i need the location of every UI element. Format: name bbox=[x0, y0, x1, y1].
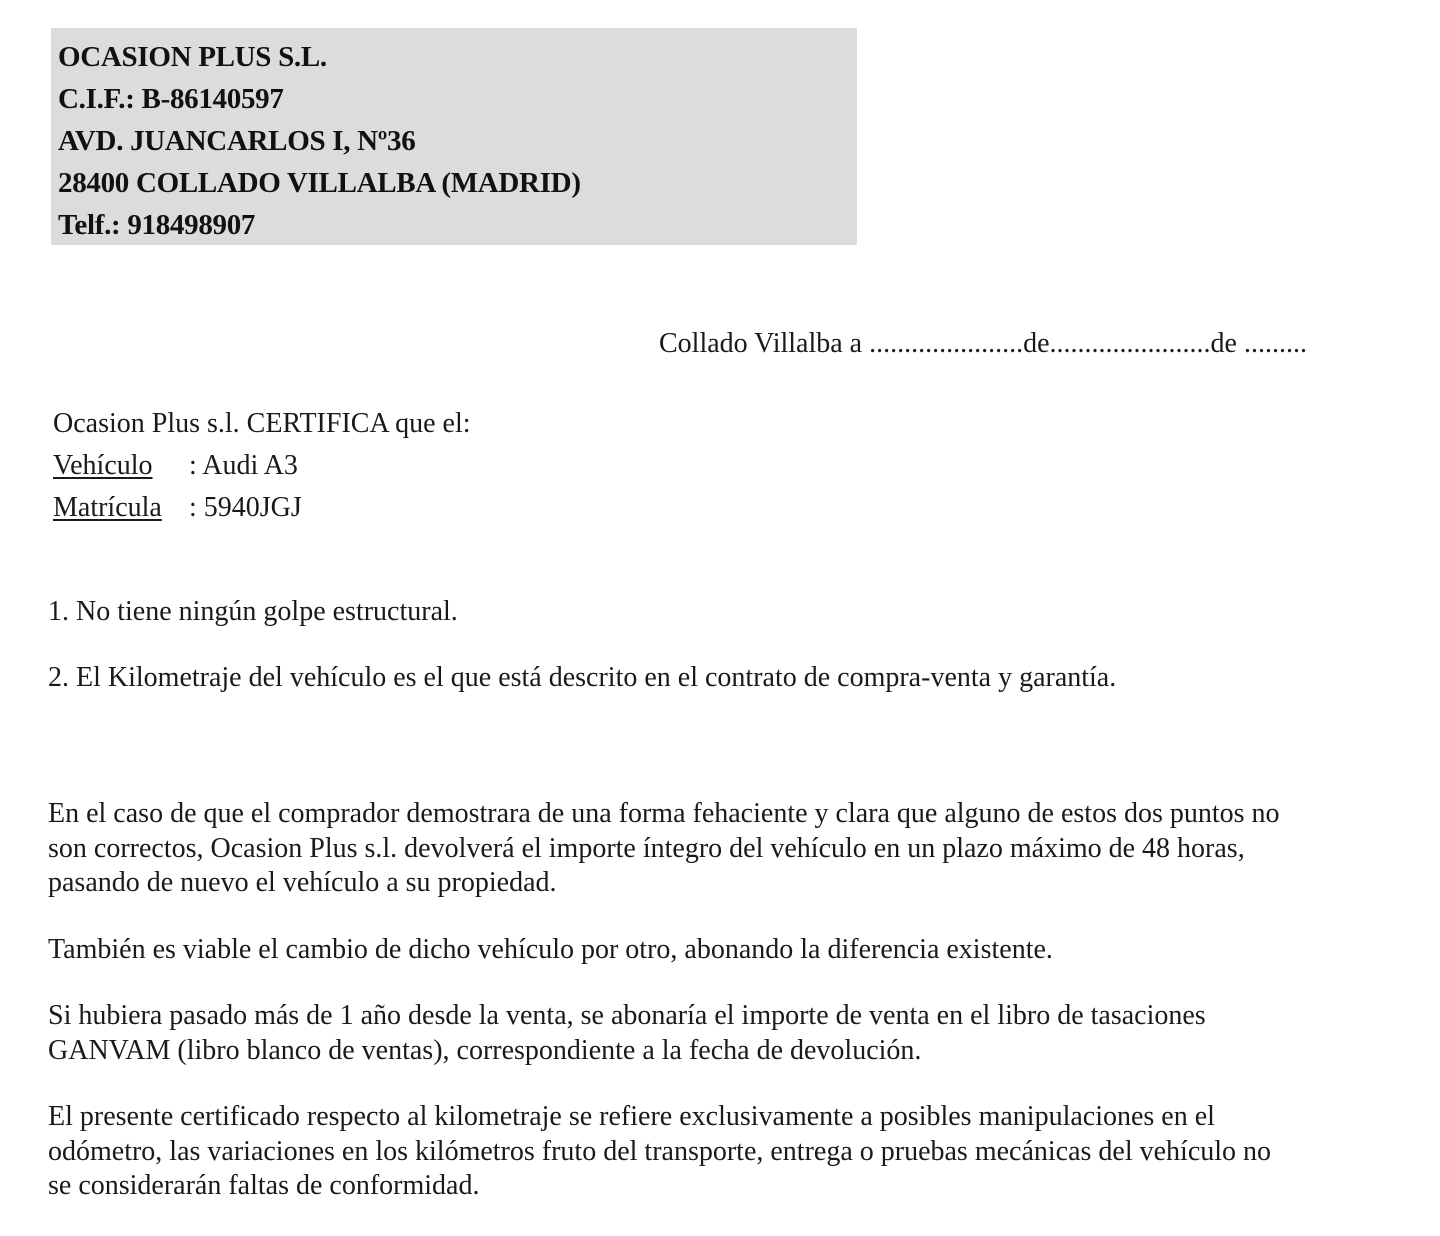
company-name: OCASION PLUS S.L. bbox=[58, 41, 327, 73]
paragraph-line: Si hubiera pasado más de 1 año desde la venta, se abonaría el importe de venta en el libro de tasaciones bbox=[48, 1000, 1206, 1031]
paragraph-one-year bbox=[48, 999, 1408, 1068]
paragraph-refund bbox=[48, 797, 1408, 901]
paragraph-line: odómetro, las variaciones en los kilómetros fruto del transporte, entrega o pruebas mecánicas del vehículo no bbox=[48, 1135, 1272, 1167]
company-phone: Telf.: 918498907 bbox=[58, 209, 256, 241]
paragraph-line: En el caso de que el comprador demostrara de una forma fehaciente y clara que alguno de estos dos puntos no bbox=[48, 798, 1280, 829]
certification-intro: Ocasion Plus s.l. CERTIFICA que el: bbox=[53, 408, 471, 439]
point-item: 1. No tiene ningún golpe estructural. bbox=[48, 596, 458, 627]
paragraph-exchange bbox=[48, 933, 1408, 968]
paragraph-line: GANVAM (libro blanco de ventas), correspondiente a la fecha de devolución. bbox=[48, 1034, 922, 1066]
paragraph-line: pasando de nuevo el vehículo a su propiedad. bbox=[48, 867, 557, 898]
certification-block bbox=[53, 403, 471, 529]
paragraph-line: El presente certificado respecto al kilometraje se refiere exclusivamente a posibles manipulaciones en el bbox=[48, 1101, 1215, 1132]
vehicle-label: Vehículo bbox=[53, 450, 153, 481]
paragraph-odometer bbox=[48, 1100, 1408, 1204]
plate-label: Matrícula bbox=[53, 492, 162, 523]
point-item: 2. El Kilometraje del vehículo es el que está descrito en el contrato de compra-venta y garantía. bbox=[48, 662, 1117, 693]
company-city: 28400 COLLADO VILLALBA (MADRID) bbox=[58, 167, 581, 199]
field-row-plate bbox=[53, 487, 471, 529]
plate-value: : 5940JGJ bbox=[189, 492, 302, 523]
company-header-box bbox=[51, 28, 857, 245]
company-address: AVD. JUANCARLOS I, Nº36 bbox=[58, 125, 416, 157]
company-cif: C.I.F.: B-86140597 bbox=[58, 83, 284, 115]
certified-points-list bbox=[48, 594, 1116, 726]
paragraph-line: se considerarán faltas de conformidad. bbox=[48, 1170, 480, 1201]
date-line: Collado Villalba a ......................de.......................de ......... bbox=[659, 328, 1307, 359]
vehicle-value: : Audi A3 bbox=[189, 450, 298, 481]
terms-body bbox=[48, 797, 1408, 1236]
paragraph-line: También es viable el cambio de dicho vehículo por otro, abonando la diferencia existente. bbox=[48, 933, 1053, 965]
paragraph-line: son correctos, Ocasion Plus s.l. devolverá el importe íntegro del vehículo en un plazo máximo de 48 horas, bbox=[48, 832, 1245, 864]
field-row-vehicle bbox=[53, 445, 471, 487]
